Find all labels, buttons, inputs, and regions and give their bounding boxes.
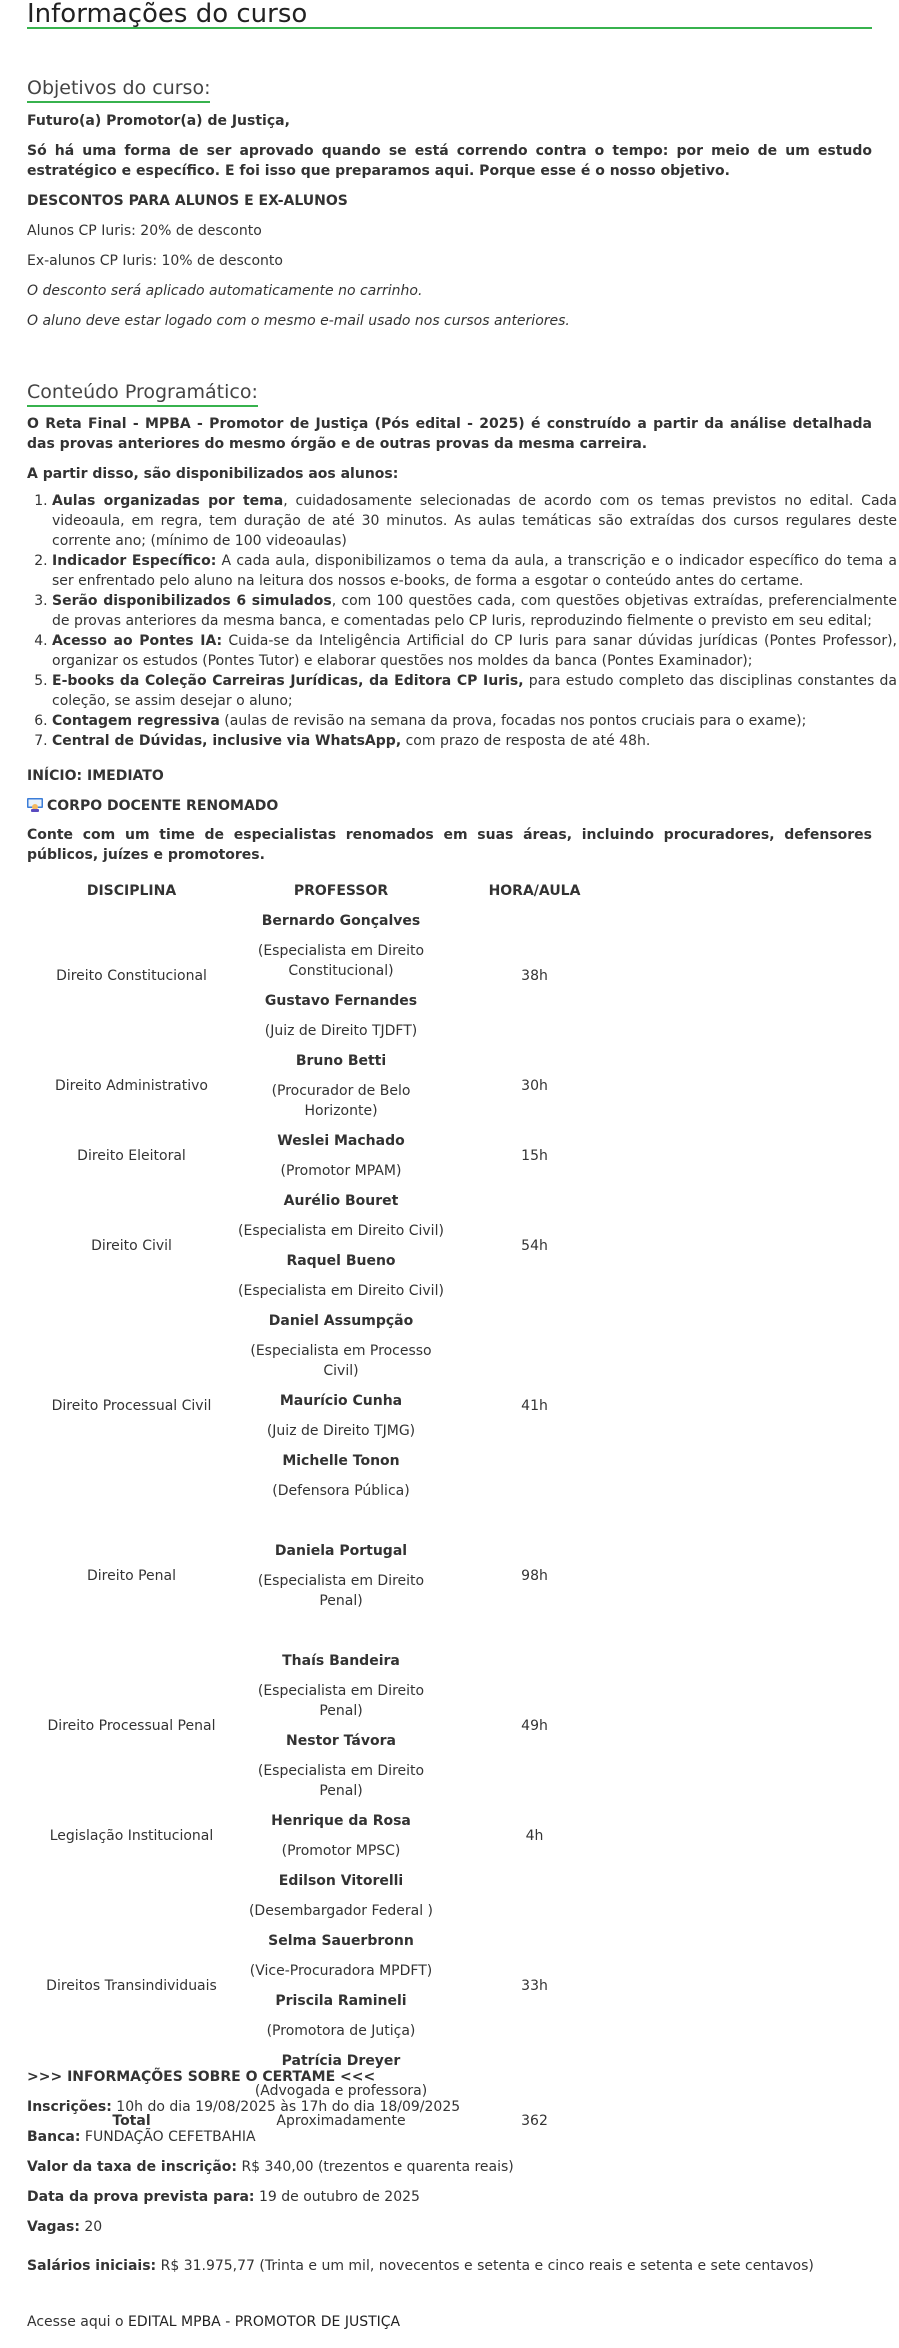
total-label: Total: [112, 2113, 151, 2129]
professor-name: Edilson Vitorelli: [278, 1873, 404, 1889]
professor-name: Michelle Tonon: [282, 1453, 400, 1469]
hours-cell: 49h: [521, 1718, 548, 1734]
exam-registration: Inscrições: 10h do dia 19/08/2025 às 17h do dia 18/09/2025: [27, 2099, 461, 2115]
page-title: Informações do curso: [27, 0, 872, 29]
program-heading: Conteúdo Programático:: [27, 380, 258, 407]
professor-name: Aurélio Bouret: [283, 1193, 399, 1209]
list-item: 7. Central de Dúvidas, inclusive via WhatsApp, com prazo de resposta de até 48h.: [52, 731, 897, 751]
subject-cell: Direito Processual Civil: [51, 1398, 212, 1414]
professor-desc: (Promotora de Jutiça): [266, 2023, 416, 2039]
professor-cell: [236, 1646, 446, 1806]
exam-salary: Salários iniciais: R$ 31.975,77 (Trinta e um mil, novecentos e setenta e cinco reais e setenta e sete centavos): [27, 2258, 814, 2274]
professor-name: Priscila Ramineli: [275, 1993, 407, 2009]
professor-name: Henrique da Rosa: [271, 1813, 411, 1829]
subject-cell: Direito Eleitoral: [77, 1148, 186, 1164]
hours-cell: 4h: [525, 1828, 544, 1844]
table-row: [27, 1126, 623, 1186]
professor-desc: (Especialista em Direito Penal): [257, 1763, 425, 1799]
column-header-professor: PROFESSOR: [293, 883, 389, 899]
table-row: [27, 1186, 623, 1306]
discounts-title: DESCONTOS PARA ALUNOS E EX-ALUNOS: [27, 193, 348, 209]
total-middle: Aproximadamente: [276, 2113, 406, 2129]
professor-desc: (Especialista em Direito Civil): [238, 1223, 444, 1239]
table-row: [27, 1806, 623, 1866]
program-list: [27, 491, 897, 751]
note-login: O aluno deve estar logado com o mesmo e-mail usado nos cursos anteriores.: [27, 313, 570, 329]
hours-cell: 54h: [521, 1238, 548, 1254]
professor-desc: (Advogada e professora): [254, 2083, 428, 2099]
objectives-heading: Objetivos do curso:: [27, 76, 210, 103]
table-row: [27, 1046, 623, 1126]
professor-name: Raquel Bueno: [286, 1253, 396, 1269]
note-cart: O desconto será aplicado automaticamente no carrinho.: [27, 283, 423, 299]
professor-name: Gustavo Fernandes: [264, 993, 418, 1009]
column-header-subject: DISCIPLINA: [86, 883, 177, 899]
professor-desc: (Vice-Procuradora MPDFT): [249, 1963, 433, 1979]
list-item: 6. Contagem regressiva (aulas de revisão na semana da prova, focadas nos pontos cruciais para o exame);: [52, 711, 897, 731]
professor-name: Maurício Cunha: [279, 1393, 403, 1409]
exam-date: Data da prova prevista para: 19 de outubro de 2025: [27, 2189, 420, 2205]
hours-cell: 98h: [521, 1568, 548, 1584]
subject-cell: Direitos Transindividuais: [46, 1978, 217, 1994]
discount-students: Alunos CP Iuris: 20% de desconto: [27, 223, 262, 239]
professor-cell: [236, 906, 446, 1046]
objectives-intro: Só há uma forma de ser aprovado quando se está correndo contra o tempo: por meio de um estudo estratégico e específico. E foi isso que preparamos aqui. Porque esse é o nosso objetivo.: [27, 143, 872, 179]
faculty-table: [27, 876, 623, 2136]
list-item: 3. Serão disponibilizados 6 simulados, com 100 questões cada, com questões objetivas extraídas, preferencialmente de provas anteriores da mesma banca, e comentadas pelo CP Iuris, reproduzindo fielmente o previsto em seu edital;: [52, 591, 897, 631]
hours-cell: 15h: [521, 1148, 548, 1164]
objectives-greeting: Futuro(a) Promotor(a) de Justiça,: [27, 113, 290, 129]
column-header-hours: HORA/AULA: [488, 883, 581, 899]
hours-cell: 30h: [521, 1078, 548, 1094]
professor-name: Thaís Bandeira: [282, 1653, 400, 1669]
faculty-title: CORPO DOCENTE RENOMADO: [47, 798, 279, 814]
professor-name: Bernardo Gonçalves: [261, 913, 421, 929]
edital-link[interactable]: EDITAL MPBA - PROMOTOR DE JUSTIÇA: [128, 2314, 401, 2330]
faculty-title-line: [27, 796, 872, 816]
list-item: 5. E-books da Coleção Carreiras Jurídicas, da Editora CP Iuris, para estudo completo das disciplinas constantes da coleção, se assim desejar o aluno;: [52, 671, 897, 711]
table-row: [27, 1646, 623, 1806]
hours-cell: 33h: [521, 1978, 548, 1994]
professor-cell: [236, 1506, 446, 1646]
subject-cell: Direito Administrativo: [55, 1078, 208, 1094]
teacher-icon: [27, 798, 43, 812]
table-header-row: [27, 876, 623, 906]
exam-vacancies: Vagas: 20: [27, 2219, 103, 2235]
subject-cell: Direito Civil: [91, 1238, 172, 1254]
professor-desc: (Juiz de Direito TJMG): [266, 1423, 416, 1439]
exam-fee: Valor da taxa de inscrição: R$ 340,00 (trezentos e quarenta reais): [27, 2159, 514, 2175]
table-row: [27, 1306, 623, 1506]
professor-cell: [236, 1806, 446, 1866]
table-row: [27, 1506, 623, 1646]
professor-desc: (Promotor MPAM): [280, 1163, 402, 1179]
subject-cell: Direito Constitucional: [56, 968, 207, 984]
table-row: [27, 906, 623, 1046]
professor-name: Weslei Machado: [277, 1133, 405, 1149]
start-info: INÍCIO: IMEDIATO: [27, 768, 164, 784]
program-available-title: A partir disso, são disponibilizados aos alunos:: [27, 466, 399, 482]
professor-cell: [236, 1126, 446, 1186]
professor-desc: (Especialista em Direito Penal): [257, 1683, 425, 1719]
subject-cell: Direito Processual Penal: [47, 1718, 216, 1734]
faculty-intro: Conte com um time de especialistas renomados em suas áreas, incluindo procuradores, defensores públicos, juízes e promotores.: [27, 827, 872, 863]
professor-desc: (Especialista em Direito Civil): [238, 1283, 444, 1299]
exam-board: Banca: FUNDAÇÃO CEFETBAHIA: [27, 2129, 256, 2145]
program-intro: O Reta Final - MPBA - Promotor de Justiça (Pós edital - 2025) é construído a partir da análise detalhada das provas anteriores do mesmo órgão e de outras provas da mesma carreira.: [27, 416, 872, 452]
professor-cell: [236, 1046, 446, 1126]
professor-desc: (Especialista em Processo Civil): [250, 1343, 432, 1379]
list-item: 4. Acesso ao Pontes IA: Cuida-se da Inteligência Artificial do CP Iuris para sanar dúvidas jurídicas (Pontes Professor), organizar os estudos (Pontes Tutor) e elaborar questões nos moldes da banca (Pontes Examinador);: [52, 631, 897, 671]
professor-desc: (Defensora Pública): [272, 1483, 410, 1499]
professor-desc: (Desembargador Federal ): [248, 1903, 434, 1919]
discount-alumni: Ex-alunos CP Iuris: 10% de desconto: [27, 253, 283, 269]
professor-desc: (Especialista em Direito Penal): [257, 1573, 425, 1609]
professor-desc: (Procurador de Belo Horizonte): [271, 1083, 411, 1119]
professor-desc: (Juiz de Direito TJDFT): [264, 1023, 418, 1039]
hours-cell: 41h: [521, 1398, 548, 1414]
exam-heading: >>> INFORMAÇÕES SOBRE O CERTAME <<<: [27, 2069, 376, 2085]
professor-name: Bruno Betti: [295, 1053, 387, 1069]
professor-name: Nestor Távora: [286, 1733, 396, 1749]
professor-desc: (Promotor MPSC): [281, 1843, 401, 1859]
subject-cell: Legislação Institucional: [49, 1828, 214, 1844]
list-item: 2. Indicador Específico: A cada aula, disponibilizamos o tema da aula, a transcrição e o indicador específico do tema a ser enfrentado pelo aluno na leitura dos nossos e-books, de forma a esgotar o conteúdo antes do certame.: [52, 551, 897, 591]
list-item: 1. Aulas organizadas por tema, cuidadosamente selecionadas de acordo com os temas previstos no edital. Cada videoaula, em regra, tem duração de até 30 minutos. As aulas temáticas são extraídas dos cursos regulares deste corrente ano; (mínimo de 100 videoaulas): [52, 491, 897, 551]
professor-name: Patrícia Dreyer: [281, 2053, 401, 2069]
professor-name: Selma Sauerbronn: [268, 1933, 414, 1949]
professor-cell: [236, 1306, 446, 1506]
hours-cell: 38h: [521, 968, 548, 984]
total-hours: 362: [521, 2113, 548, 2129]
professor-name: Daniel Assumpção: [268, 1313, 414, 1329]
subject-cell: Direito Penal: [86, 1568, 177, 1584]
professor-name: Daniela Portugal: [274, 1543, 408, 1559]
professor-desc: (Especialista em Direito Constitucional): [257, 943, 425, 979]
edital-access: Acesse aqui o EDITAL MPBA - PROMOTOR DE JUSTIÇA: [27, 2314, 401, 2330]
professor-cell: [236, 1186, 446, 1306]
